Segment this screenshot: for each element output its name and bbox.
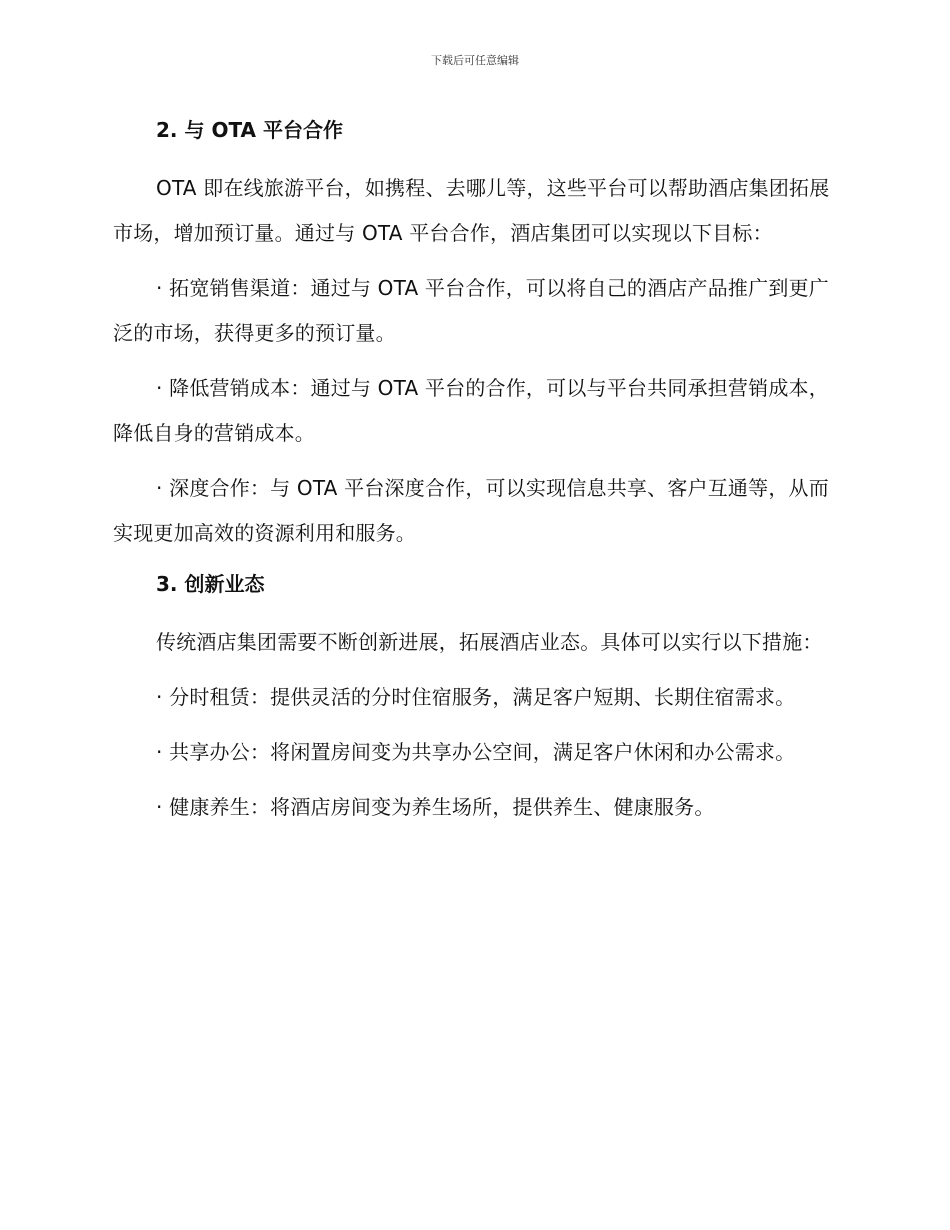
section-3-item-health-wellness: · 健康养生：将酒店房间变为养生场所，提供养生、健康服务。 [156,795,715,819]
section-3-item-timeshare-rental: · 分时租赁：提供灵活的分时住宿服务，满足客户短期、长期住宿需求。 [156,685,796,709]
section-2-intro: OTA 即在线旅游平台，如携程、去哪儿等，这些平台可以帮助酒店集团拓展市场，增加预订量。通过与 OTA 平台合作，酒店集团可以实现以下目标： [113,176,830,245]
document-body [113,112,837,840]
page-header: 下载后可任意编辑 [431,54,519,67]
section-2-title: 2. 与 OTA 平台合作 [156,118,343,142]
section-3-item-shared-office: · 共享办公：将闲置房间变为共享办公空间，满足客户休闲和办公需求。 [156,740,796,764]
section-2-item-deep-cooperation: · 深度合作：与 OTA 平台深度合作，可以实现信息共享、客户互通等，从而实现更加高效的资源利用和服务。 [113,476,829,545]
section-2-item-marketing-cost: · 降低营销成本：通过与 OTA 平台的合作，可以与平台共同承担营销成本，降低自身的营销成本。 [113,376,829,445]
section-3-intro: 传统酒店集团需要不断创新进展，拓展酒店业态。具体可以实行以下措施： [156,630,823,654]
section-2-item-sales-channels: · 拓宽销售渠道：通过与 OTA 平台合作，可以将自己的酒店产品推广到更广泛的市场，获得更多的预订量。 [113,276,829,345]
section-3-title: 3. 创新业态 [156,572,265,596]
